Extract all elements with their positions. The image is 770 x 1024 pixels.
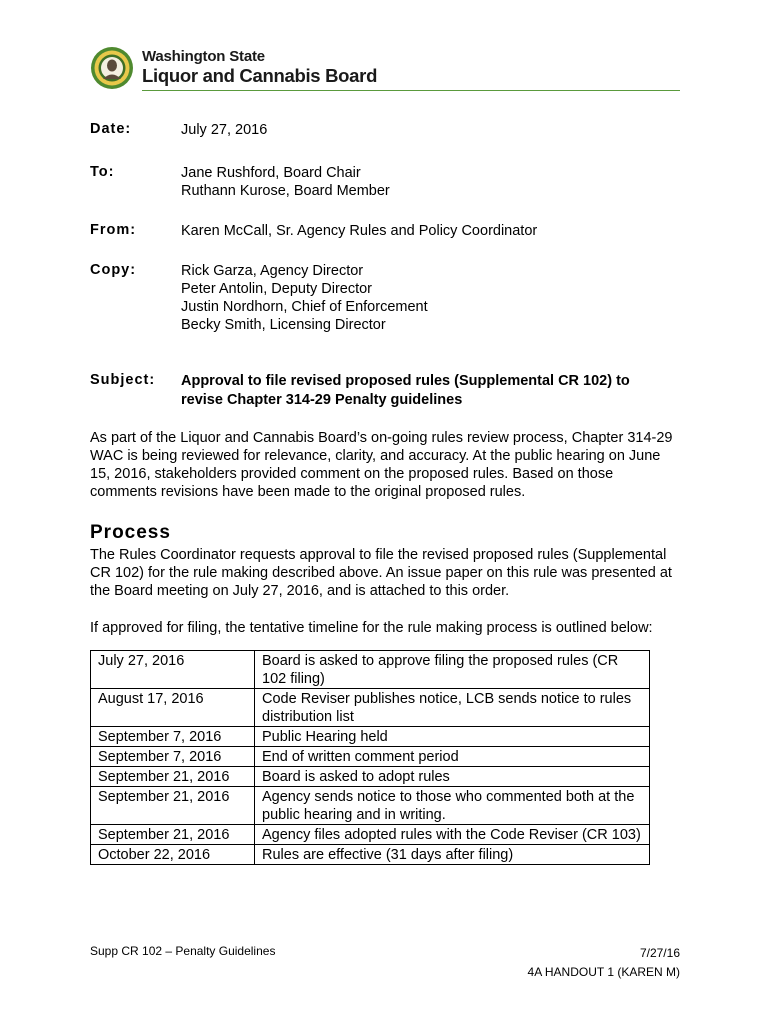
to-label: To: [90,164,115,180]
timeline-date: September 7, 2016 [91,727,255,747]
letterhead [90,44,680,94]
process-paragraph: The Rules Coordinator requests approval to file the revised proposed rules (Supplemental CR 102) for the rule making described above. An issue paper on this rule was presented at the Board meeting on July 27, 2016, and is attached to this order. [90,547,672,599]
timeline-date: July 27, 2016 [91,651,255,689]
date-label: Date: [90,121,132,137]
table-row [91,747,650,767]
subject-label: Subject: [90,372,156,388]
copy-value [181,262,428,334]
timeline-event: Public Hearing held [255,727,650,747]
table-row [91,787,650,825]
footer-title: Supp CR 102 – Penalty Guidelines [90,944,276,958]
timeline-date: September 7, 2016 [91,747,255,767]
timeline-date: September 21, 2016 [91,787,255,825]
org-name-line1: Washington State [142,48,265,65]
copy-recipient: Justin Nordhorn, Chief of Enforcement [181,299,428,315]
timeline-event: Agency files adopted rules with the Code Reviser (CR 103) [255,825,650,845]
copy-recipient: Becky Smith, Licensing Director [181,317,386,333]
table-row [91,727,650,747]
timeline-event: Rules are effective (31 days after filing) [255,845,650,865]
table-row [91,651,650,689]
copy-recipient: Peter Antolin, Deputy Director [181,281,373,297]
to-value [181,164,390,200]
org-name-line2: Liquor and Cannabis Board [142,65,378,86]
timeline-date: September 21, 2016 [91,825,255,845]
table-row [91,825,650,845]
recipient: Ruthann Kurose, Board Member [181,183,390,199]
timeline-event: Agency sends notice to those who commented both at the public hearing and in writing. [255,787,650,825]
from-value: Karen McCall, Sr. Agency Rules and Policy Coordinator [181,223,538,239]
timeline-event: Code Reviser publishes notice, LCB sends notice to rules distribution list [255,689,650,727]
footer-date: 7/27/16 [639,946,680,960]
timeline-date: September 21, 2016 [91,767,255,787]
table-row [91,689,650,727]
copy-label: Copy: [90,262,137,278]
footer-meta [528,944,680,982]
table-row [91,767,650,787]
timeline-event: Board is asked to adopt rules [255,767,650,787]
timeline-date: October 22, 2016 [91,845,255,865]
timeline-event: End of written comment period [255,747,650,767]
intro-paragraph: As part of the Liquor and Cannabis Board’s on-going rules review process, Chapter 314-29 WAC is being reviewed for relevance, clarity, and accuracy. At the public hearing on June 15, 2016, stakeholders provided comment on the proposed rules. Based on those comments revisions have been made to the original proposed rules. [90,430,673,500]
state-seal-icon [90,46,134,90]
timeline-intro: If approved for filing, the tentative timeline for the rule making process is outlined below: [90,620,653,636]
copy-recipient: Rick Garza, Agency Director [181,263,364,279]
timeline-date: August 17, 2016 [91,689,255,727]
from-label: From: [90,222,137,238]
footer-handout: 4A HANDOUT 1 (KAREN M) [527,965,680,979]
date-value: July 27, 2016 [181,122,268,138]
table-row [91,845,650,865]
process-heading: Process [90,522,171,543]
header-divider [142,90,680,91]
timeline-table [90,650,650,865]
recipient: Jane Rushford, Board Chair [181,165,361,181]
timeline-event: Board is asked to approve filing the proposed rules (CR 102 filing) [255,651,650,689]
subject-value: Approval to file revised proposed rules (Supplemental CR 102) to revise Chapter 314-29 Penalty guidelines [181,373,630,408]
